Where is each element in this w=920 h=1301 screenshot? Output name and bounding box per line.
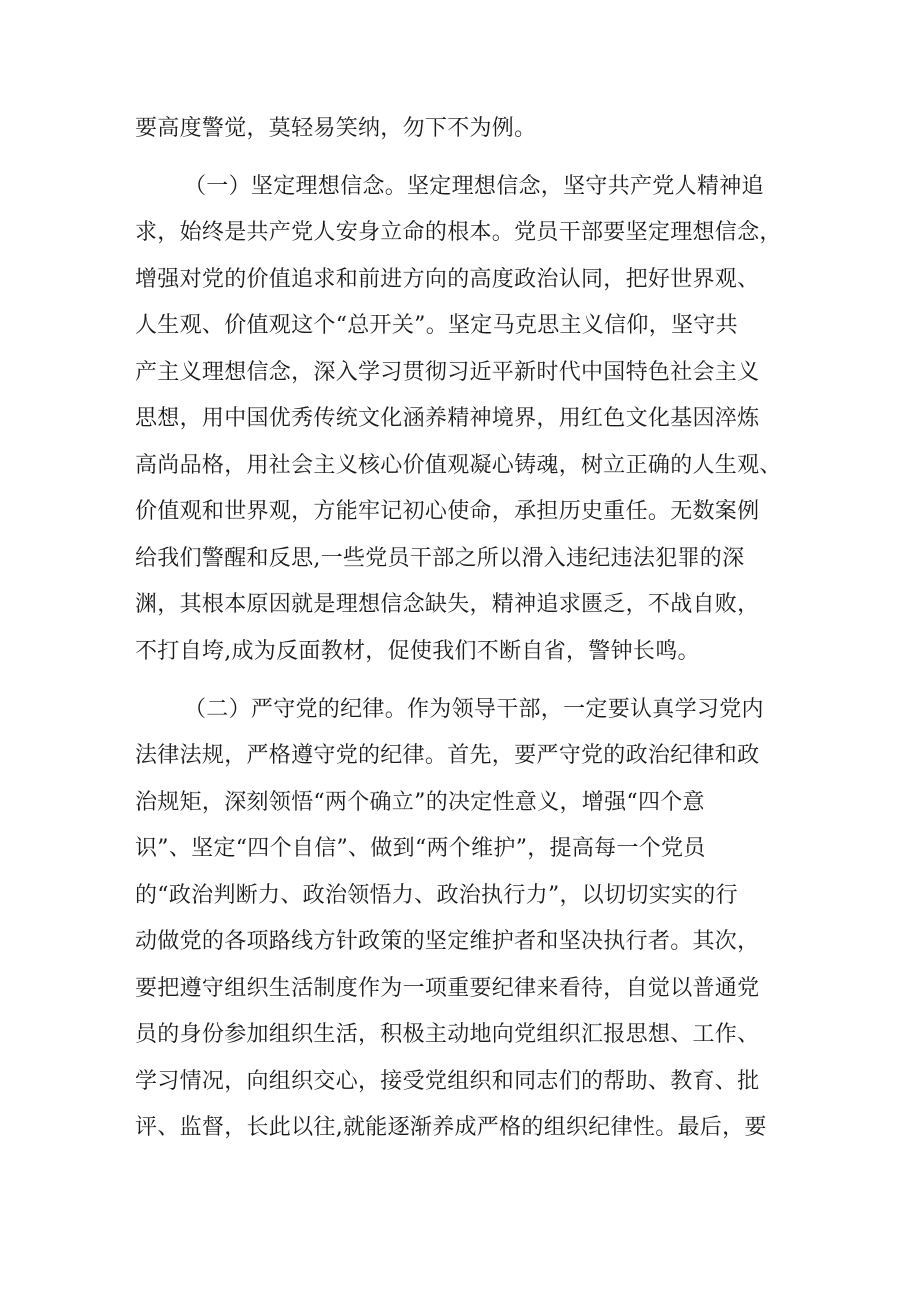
text-line-19: 要把遵守组织生活制度作为一项重要纪律来看待，自觉以普通党 [135, 976, 760, 1001]
text-line-15: 治规矩，深刻领悟“两个确立”的决定性意义，增强“四个意 [135, 790, 705, 815]
text-line-7: 思想，用中国优秀传统文化涵养精神境界，用红色文化基因淬炼 [135, 406, 760, 431]
text-line-2: （一）坚定理想信念。坚定理想信念，坚守共产党人精神追 [184, 174, 764, 199]
text-line-14: 法律法规，严格遵守党的纪律。首先，要严守党的政治纪律和政 [135, 743, 760, 768]
text-line-9: 价值观和世界观，方能牢记初心使命，承担历史重任。无数案例 [135, 499, 760, 524]
text-line-18: 动做党的各项路线方针政策的坚定维护者和坚决执行者。其次， [135, 929, 760, 954]
text-line-3: 求，始终是共产党人安身立命的根本。党员干部要坚定理想信念， [135, 220, 782, 245]
text-line-12: 不打自垮,成为反面教材，促使我们不断自省，警钟长鸣。 [135, 639, 700, 664]
text-line-8: 高尚品格，用社会主义核心价值观凝心铸魂，树立正确的人生观、 [135, 453, 782, 478]
text-line-16: 识”、坚定“四个自信”、做到“两个维护”，提高每一个党员 [135, 836, 706, 861]
text-line-11: 渊，其根本原因就是理想信念缺失，精神追求匮乏，不战自败， [135, 592, 760, 617]
text-line-1: 要高度警觉，莫轻易笑纳，勿下不为例。 [135, 116, 537, 141]
text-line-10: 给我们警醒和反思,一些党员干部之所以滑入违纪违法犯罪的深 [135, 546, 745, 571]
text-line-21: 学习情况，向组织交心，接受党组织和同志们的帮助、教育、批 [135, 1069, 760, 1094]
text-line-6: 产主义理想信念，深入学习贯彻习近平新时代中国特色社会主义 [135, 360, 760, 385]
text-line-22: 评、监督，长此以往,就能逐渐养成严格的组织纪律性。最后，要 [135, 1115, 767, 1140]
text-line-4: 增强对党的价值追求和前进方向的高度政治认同，把好世界观、 [135, 267, 760, 292]
text-line-20: 员的身份参加组织生活，积极主动地向党组织汇报思想、工作、 [135, 1022, 760, 1047]
text-line-13: （二）严守党的纪律。作为领导干部，一定要认真学习党内 [184, 697, 764, 722]
text-line-17: 的“政治判断力、政治领悟力、政治执行力”，以切切实实的行 [135, 883, 738, 908]
text-line-5: 人生观、价值观这个“总开关”。坚定马克思主义信仰，坚守共 [135, 313, 738, 338]
